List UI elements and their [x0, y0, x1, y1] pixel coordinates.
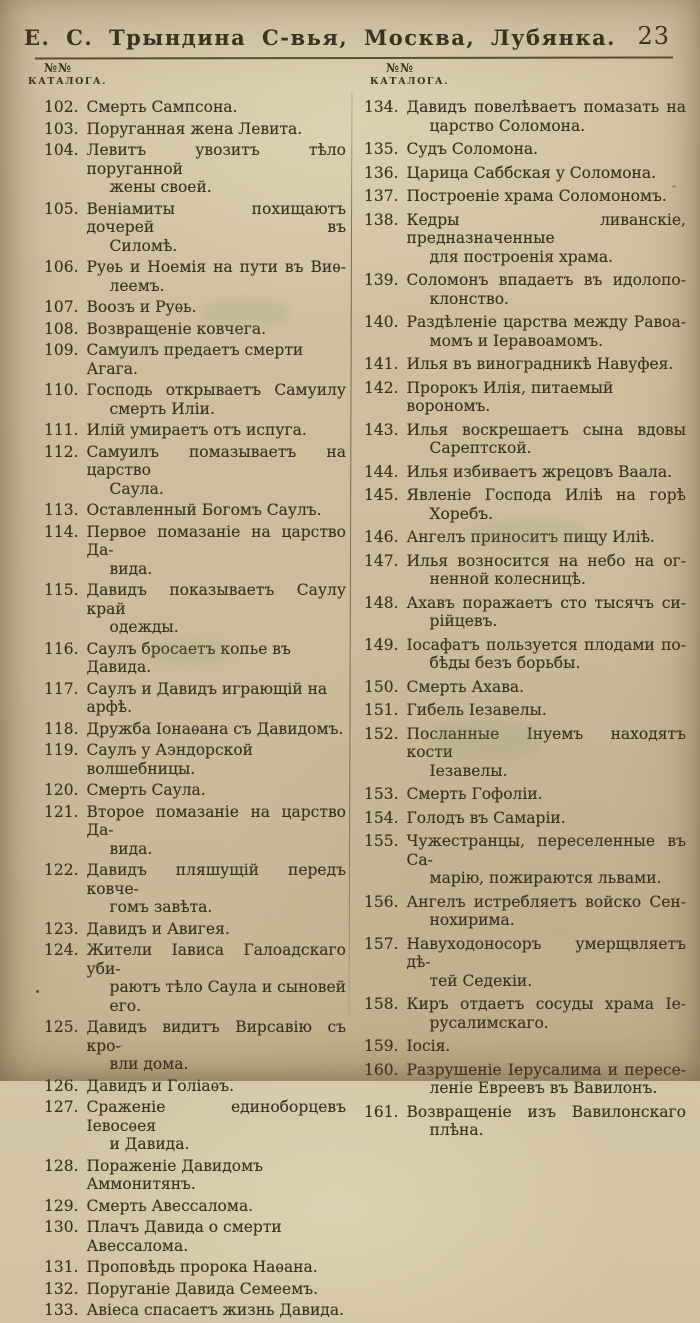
entry-number: 155. [364, 832, 399, 850]
entry-text: Ангелъ приноситъ пищу Иліѣ. [406, 528, 655, 546]
entry-text: Ангелъ истребляетъ войско Сен- нохирима. [406, 892, 686, 929]
entry-number: 125. [44, 1018, 79, 1036]
entry-text: Руѳь и Ноемія на пути въ Виѳ- леемъ. [86, 258, 346, 295]
entry-number: 114. [44, 522, 79, 541]
entry-text: Левитъ увозитъ тѣло поруганной жены своей. [86, 141, 346, 196]
entry-text: Авіеса спасаетъ жизнь Давида. [86, 1301, 345, 1319]
entry-text: Судъ Соломона. [406, 140, 539, 158]
entry-number: 141. [364, 355, 399, 373]
entry-number: 139. [364, 271, 399, 289]
column-divider [349, 92, 353, 1014]
catalog-entry [364, 809, 686, 828]
entry-number: 153. [364, 785, 399, 803]
entry-number: 154. [364, 808, 399, 827]
entry-text: Саулъ бросаетъ копье въ Давида. [86, 639, 291, 676]
entry-number: 119. [44, 741, 79, 759]
catalog-entry [364, 164, 686, 183]
catalog-entry [364, 313, 686, 350]
entry-number: 122. [44, 861, 79, 879]
page-number: 23 [637, 22, 670, 50]
entry-text: Посланные Інуемъ находятъ кости Іезавелы. [406, 724, 686, 780]
catalog-number-label-right [370, 62, 449, 87]
entry-number: 132. [44, 1279, 79, 1298]
catalog-label-no: №№ [386, 61, 415, 75]
entry-text: Воозъ и Руѳь. [86, 298, 197, 316]
catalog-entry [364, 594, 686, 631]
entry-number: 102. [44, 98, 79, 116]
entry-text: Раздѣленіе царства между Равоа- момъ и Іеравоамомъ. [406, 313, 686, 350]
entry-text: Проповѣдь пророка Наѳана. [86, 1258, 318, 1276]
catalog-entry [44, 1157, 346, 1194]
entry-text: Іосія. [406, 1037, 451, 1055]
entry-text: Поруганная жена Левита. [86, 119, 303, 138]
entry-number: 127. [44, 1098, 79, 1116]
catalog-entry [364, 140, 686, 159]
entry-number: 148. [364, 593, 399, 612]
entry-number: 131. [44, 1258, 79, 1276]
catalog-entry [44, 941, 346, 1015]
entry-number: 150. [364, 677, 399, 696]
entry-number: 161. [364, 1102, 399, 1121]
catalog-entry [44, 98, 346, 117]
entry-number: 151. [364, 701, 399, 719]
entry-number: 158. [364, 995, 399, 1013]
catalog-entry [44, 120, 346, 139]
entry-number: 133. [44, 1301, 79, 1319]
catalog-entry [44, 640, 346, 677]
catalog-entry [44, 741, 346, 778]
entry-text: Царица Саббская у Соломона. [406, 163, 657, 182]
entry-text: Возвращеніе изъ Вавилонскаго плѣна. [406, 1102, 686, 1139]
entry-number: 108. [44, 319, 79, 338]
entry-number: 160. [364, 1060, 399, 1079]
entry-number: 121. [44, 802, 79, 821]
catalog-entry [364, 832, 686, 888]
catalog-entry [44, 141, 346, 197]
entry-number: 137. [364, 187, 399, 205]
entry-text: Давидъ пляшущій передъ ковче- гомъ завѣта. [86, 861, 346, 916]
catalog-entry [364, 1061, 686, 1098]
entry-text: Дружба Іонаѳана съ Давидомъ. [86, 719, 344, 738]
entry-number: 135. [364, 140, 399, 158]
entry-text: Іосафатъ пользуется плодами по- бѣды безъ борьбы. [406, 635, 686, 672]
entry-text: Давидъ повелѣваетъ помазать на царство Соломона. [406, 98, 686, 135]
catalog-entry [44, 501, 346, 520]
catalog-entry [44, 781, 346, 800]
catalog-entry [44, 1258, 346, 1277]
entry-text: Давидъ и Авигея. [86, 919, 230, 938]
catalog-entry [44, 298, 346, 317]
entry-number: 138. [364, 210, 399, 229]
catalog-entry [364, 98, 686, 135]
entry-number: 103. [44, 119, 79, 138]
catalog-entry [364, 271, 686, 308]
entry-number: 109. [44, 341, 79, 359]
catalog-entry [44, 581, 346, 637]
catalog-entry [364, 725, 686, 781]
entry-text: Илья воскрешаетъ сына вдовы Сарептской. [406, 420, 686, 457]
entry-text: Смерть Авессалома. [86, 1196, 254, 1215]
entry-text: Ахавъ поражаетъ сто тысячъ си- рійцевъ. [406, 593, 686, 630]
entry-text: Илій умираетъ отъ испуга. [86, 421, 307, 439]
entry-number: 140. [364, 313, 399, 331]
catalog-entry [364, 552, 686, 589]
catalog-entry [364, 636, 686, 673]
catalog-entry [44, 1280, 346, 1299]
catalog-entry [44, 341, 346, 378]
catalog-entry [364, 678, 686, 697]
catalog-entry [364, 463, 686, 482]
catalog-entry [364, 486, 686, 523]
catalog-entry [44, 861, 346, 917]
entry-number: 117. [44, 679, 79, 698]
entry-text: Смерть Ахава. [406, 677, 525, 696]
catalog-entry [44, 1018, 346, 1074]
entry-text: Оставленный Богомъ Саулъ. [86, 501, 322, 519]
entry-number: 157. [364, 934, 399, 953]
catalog-entry [44, 381, 346, 418]
entry-text: Смерть Гофоліи. [406, 785, 543, 803]
entry-number: 130. [44, 1218, 79, 1236]
catalog-entry [44, 421, 346, 440]
entry-text: Давидъ показываетъ Саулу край одежды. [86, 581, 346, 636]
catalog-number-label-left [28, 62, 107, 87]
entry-number: 110. [44, 381, 79, 399]
catalog-entry [364, 379, 686, 416]
catalog-entry [44, 200, 346, 256]
catalog-entry [364, 995, 686, 1032]
catalog-entry [364, 421, 686, 458]
entry-text: Первое помазаніе на царство Да- вида. [86, 522, 346, 578]
entry-text: Гибель Іезавелы. [406, 701, 547, 719]
entry-number: 118. [44, 719, 79, 738]
catalog-entry [364, 187, 686, 206]
catalog-entry [44, 1197, 346, 1216]
entry-text: Самуилъ предаетъ смерти Агага. [86, 341, 304, 378]
entry-text: Смерть Сампсона. [86, 98, 238, 116]
catalog-entry [364, 701, 686, 720]
catalog-entry [364, 785, 686, 804]
entry-text: Кедры ливанскіе, предназначенные для построенія храма. [406, 210, 686, 266]
entry-text: Сраженіе единоборцевъ Іевосѳея и Давида. [86, 1098, 346, 1153]
entry-number: 152. [364, 724, 399, 743]
entry-text: Саулъ и Давидъ играющій на арфѣ. [86, 679, 328, 716]
entry-number: 123. [44, 919, 79, 938]
entry-text: Илья избиваетъ жрецовъ Ваала. [406, 462, 673, 481]
catalog-entry [44, 523, 346, 579]
entry-number: 104. [44, 141, 79, 159]
entry-number: 106. [44, 258, 79, 276]
entry-number: 156. [364, 892, 399, 911]
entry-number: 146. [364, 528, 399, 546]
header-rule [35, 56, 673, 59]
entry-text: Второе помазаніе на царство Да- вида. [86, 802, 346, 858]
entry-number: 116. [44, 639, 79, 658]
catalog-entry [44, 803, 346, 859]
entry-text: Веніамиты похищаютъ дочерей въ Силомѣ. [86, 199, 346, 255]
entry-text: Давидъ и Голіаѳъ. [86, 1076, 234, 1095]
catalog-entry [44, 720, 346, 739]
entry-text: Навуходоносоръ умерщвляетъ дѣ- тей Седекіи. [406, 934, 686, 990]
catalog-entry [44, 1301, 346, 1320]
catalog-entry [44, 1077, 346, 1096]
entry-text: Чужестранцы, переселенные въ Са- марію, пожираются львами. [406, 832, 686, 887]
catalog-entry [44, 920, 346, 939]
entry-text: Самуилъ помазываетъ на царство Саула. [86, 442, 346, 498]
entry-text: Господь открываетъ Самуилу смерть Иліи. [86, 381, 346, 418]
entry-number: 115. [44, 581, 79, 599]
entry-text: Голодъ въ Самаріи. [406, 808, 566, 827]
catalog-entry [44, 320, 346, 339]
entry-text: Киръ отдаетъ сосуды храма Іе- русалимскаго. [406, 995, 686, 1032]
entry-number: 129. [44, 1196, 79, 1215]
entry-number: 111. [44, 421, 79, 439]
entry-text: Саулъ у Аэндорской волшебницы. [86, 741, 253, 778]
entry-text: Возвращеніе ковчега. [86, 319, 267, 338]
catalog-entry [364, 355, 686, 374]
entry-text: Илья возносится на небо на ог- ненной колесницѣ. [406, 551, 686, 588]
entry-number: 105. [44, 199, 79, 218]
catalog-entry [44, 443, 346, 499]
catalog-entry [364, 211, 686, 267]
entry-number: 149. [364, 635, 399, 654]
entry-number: 147. [364, 551, 399, 570]
catalog-entry [364, 528, 686, 547]
catalog-column-left [44, 98, 346, 1323]
entry-text: Пораженіе Давидомъ Аммонитянъ. [86, 1156, 264, 1193]
catalog-label-word: КАТАЛОГА. [370, 75, 449, 87]
entry-number: 136. [364, 163, 399, 182]
entry-number: 144. [364, 462, 399, 481]
catalog-entry [44, 1098, 346, 1154]
entry-text: Смерть Саула. [86, 781, 206, 799]
entry-number: 142. [364, 378, 399, 397]
catalog-entry [364, 1037, 686, 1056]
catalog-entry [364, 1103, 686, 1140]
entry-text: Явленіе Господа Иліѣ на горѣ Хоребъ. [406, 486, 686, 523]
entry-text: Построеніе храма Соломономъ. [406, 187, 667, 205]
entry-number: 124. [44, 941, 79, 959]
catalog-entry [44, 258, 346, 295]
entry-number: 145. [364, 486, 399, 504]
entry-text: Поруганіе Давида Семеемъ. [86, 1279, 319, 1298]
catalog-label-word: КАТАЛОГА. [28, 75, 107, 87]
entry-number: 126. [44, 1076, 79, 1095]
entry-text: Разрушеніе Іерусалима и пересе- леніе Евреевъ въ Вавилонъ. [406, 1060, 686, 1097]
entry-text: Пророкъ Илія, питаемый ворономъ. [406, 378, 614, 415]
entry-number: 113. [44, 501, 79, 519]
entry-number: 120. [44, 781, 79, 799]
catalog-entry [44, 680, 346, 717]
entry-number: 112. [44, 442, 79, 461]
entry-number: 107. [44, 298, 79, 316]
entry-text: Илья въ виноградникѣ Навуфея. [406, 355, 674, 373]
catalog-label-no: №№ [44, 61, 73, 75]
entry-number: 159. [364, 1037, 399, 1055]
catalog-entry [44, 1218, 346, 1255]
entry-number: 143. [364, 420, 399, 439]
entry-text: Соломонъ впадаетъ въ идолопо- клонство. [406, 271, 686, 308]
entry-number: 134. [364, 98, 399, 116]
catalog-entry [364, 935, 686, 991]
entry-number: 128. [44, 1156, 79, 1175]
catalog-entry [364, 893, 686, 930]
catalog-column-right [364, 98, 686, 1145]
paper-speck [36, 990, 39, 993]
entry-text: Давидъ видитъ Вирсавію съ кро- вли дома. [86, 1018, 346, 1073]
entry-text: Плачъ Давида о смерти Авессалома. [86, 1218, 282, 1255]
entry-text: Жители Іависа Галоадскаго уби- раютъ тѣло Саула и сыновей его. [86, 941, 346, 1015]
page-title: Е. С. Трындина С-вья, Москва, Лубянка. [24, 25, 616, 50]
